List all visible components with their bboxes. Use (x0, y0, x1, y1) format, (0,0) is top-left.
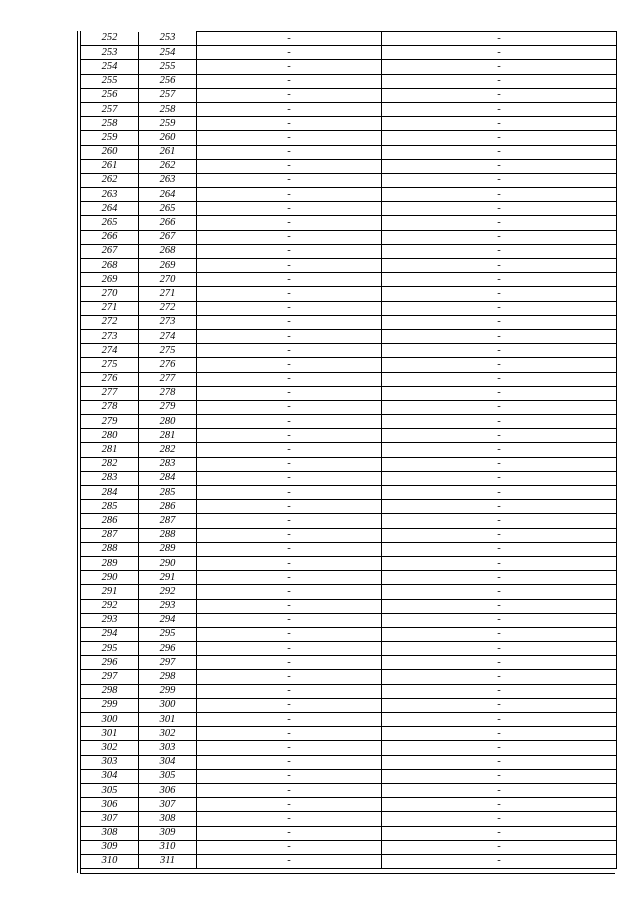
row-index-b: 299 (139, 684, 197, 698)
value-cell-d: - (382, 556, 617, 570)
value-cell-c: - (197, 315, 382, 329)
table-row (81, 613, 617, 627)
value-cell-d: - (382, 386, 617, 400)
row-index-b: 286 (139, 500, 197, 514)
table-row (81, 188, 617, 202)
value-cell-c: - (197, 727, 382, 741)
row-index-b: 306 (139, 783, 197, 797)
row-index-b: 301 (139, 713, 197, 727)
value-cell-d: - (382, 840, 617, 854)
row-index-a: 296 (81, 656, 139, 670)
table-row (81, 259, 617, 273)
value-cell-d: - (382, 358, 617, 372)
value-cell-d: - (382, 315, 617, 329)
value-cell-d: - (382, 145, 617, 159)
row-index-a: 255 (81, 74, 139, 88)
value-cell-c: - (197, 812, 382, 826)
table-row (81, 358, 617, 372)
value-cell-c: - (197, 514, 382, 528)
row-index-b: 282 (139, 443, 197, 457)
value-cell-d: - (382, 159, 617, 173)
value-cell-c: - (197, 329, 382, 343)
value-cell-c: - (197, 854, 382, 868)
table-body (81, 32, 617, 869)
value-cell-d: - (382, 684, 617, 698)
table-row (81, 145, 617, 159)
value-cell-d: - (382, 301, 617, 315)
value-cell-c: - (197, 613, 382, 627)
table-row (81, 713, 617, 727)
table-row (81, 854, 617, 868)
row-index-b: 261 (139, 145, 197, 159)
row-index-a: 302 (81, 741, 139, 755)
row-index-b: 280 (139, 415, 197, 429)
row-index-b: 266 (139, 216, 197, 230)
table-row (81, 131, 617, 145)
row-index-b: 254 (139, 46, 197, 60)
row-index-a: 278 (81, 400, 139, 414)
table-row (81, 571, 617, 585)
row-index-a: 290 (81, 571, 139, 585)
value-cell-d: - (382, 259, 617, 273)
value-cell-c: - (197, 769, 382, 783)
value-cell-c: - (197, 386, 382, 400)
table-row (81, 486, 617, 500)
table-row (81, 585, 617, 599)
row-index-b: 287 (139, 514, 197, 528)
value-cell-c: - (197, 429, 382, 443)
value-cell-c: - (197, 486, 382, 500)
value-cell-c: - (197, 443, 382, 457)
row-index-b: 303 (139, 741, 197, 755)
table-row (81, 400, 617, 414)
row-index-a: 287 (81, 528, 139, 542)
row-index-a: 269 (81, 273, 139, 287)
table-row (81, 88, 617, 102)
row-index-b: 255 (139, 60, 197, 74)
value-cell-d: - (382, 755, 617, 769)
row-index-b: 268 (139, 244, 197, 258)
row-index-a: 280 (81, 429, 139, 443)
value-cell-c: - (197, 244, 382, 258)
table-row (81, 727, 617, 741)
row-index-a: 258 (81, 117, 139, 131)
value-cell-d: - (382, 329, 617, 343)
value-cell-d: - (382, 443, 617, 457)
value-cell-c: - (197, 117, 382, 131)
row-index-a: 265 (81, 216, 139, 230)
value-cell-c: - (197, 102, 382, 116)
row-index-b: 269 (139, 259, 197, 273)
row-index-b: 290 (139, 556, 197, 570)
table-row (81, 599, 617, 613)
value-cell-c: - (197, 670, 382, 684)
value-cell-c: - (197, 188, 382, 202)
row-index-b: 275 (139, 344, 197, 358)
row-index-b: 265 (139, 202, 197, 216)
row-index-a: 254 (81, 60, 139, 74)
row-index-a: 277 (81, 386, 139, 400)
table-row (81, 556, 617, 570)
table-row (81, 60, 617, 74)
value-cell-d: - (382, 400, 617, 414)
row-index-a: 288 (81, 542, 139, 556)
value-cell-c: - (197, 642, 382, 656)
value-cell-d: - (382, 202, 617, 216)
document-sheet (80, 31, 615, 874)
value-cell-c: - (197, 273, 382, 287)
value-cell-d: - (382, 230, 617, 244)
row-index-b: 305 (139, 769, 197, 783)
row-index-a: 308 (81, 826, 139, 840)
row-index-b: 293 (139, 599, 197, 613)
data-table (81, 31, 617, 869)
value-cell-c: - (197, 656, 382, 670)
value-cell-c: - (197, 202, 382, 216)
row-index-b: 270 (139, 273, 197, 287)
table-row (81, 656, 617, 670)
row-index-b: 276 (139, 358, 197, 372)
row-index-a: 307 (81, 812, 139, 826)
row-index-a: 260 (81, 145, 139, 159)
table-row (81, 74, 617, 88)
table-row (81, 528, 617, 542)
value-cell-c: - (197, 74, 382, 88)
row-index-b: 298 (139, 670, 197, 684)
value-cell-d: - (382, 471, 617, 485)
table-row (81, 230, 617, 244)
row-index-a: 291 (81, 585, 139, 599)
row-index-a: 292 (81, 599, 139, 613)
row-index-a: 252 (81, 32, 139, 46)
row-index-b: 310 (139, 840, 197, 854)
table-row (81, 769, 617, 783)
value-cell-c: - (197, 46, 382, 60)
row-index-b: 300 (139, 698, 197, 712)
table-row (81, 500, 617, 514)
value-cell-d: - (382, 769, 617, 783)
row-index-b: 307 (139, 798, 197, 812)
row-index-a: 295 (81, 642, 139, 656)
value-cell-c: - (197, 528, 382, 542)
value-cell-d: - (382, 173, 617, 187)
value-cell-c: - (197, 457, 382, 471)
value-cell-c: - (197, 585, 382, 599)
row-index-a: 266 (81, 230, 139, 244)
table-row (81, 443, 617, 457)
value-cell-c: - (197, 173, 382, 187)
table-row (81, 429, 617, 443)
row-index-a: 285 (81, 500, 139, 514)
row-index-a: 257 (81, 102, 139, 116)
value-cell-c: - (197, 627, 382, 641)
value-cell-c: - (197, 500, 382, 514)
row-index-b: 259 (139, 117, 197, 131)
row-index-a: 300 (81, 713, 139, 727)
value-cell-d: - (382, 188, 617, 202)
value-cell-d: - (382, 670, 617, 684)
value-cell-d: - (382, 32, 617, 46)
value-cell-c: - (197, 415, 382, 429)
value-cell-c: - (197, 372, 382, 386)
table-row (81, 457, 617, 471)
table-row (81, 642, 617, 656)
value-cell-d: - (382, 287, 617, 301)
table-row (81, 684, 617, 698)
table-row (81, 627, 617, 641)
value-cell-d: - (382, 486, 617, 500)
row-index-a: 301 (81, 727, 139, 741)
row-index-b: 256 (139, 74, 197, 88)
value-cell-c: - (197, 713, 382, 727)
value-cell-d: - (382, 457, 617, 471)
value-cell-d: - (382, 812, 617, 826)
value-cell-c: - (197, 301, 382, 315)
value-cell-d: - (382, 372, 617, 386)
value-cell-c: - (197, 131, 382, 145)
row-index-b: 295 (139, 627, 197, 641)
table-row (81, 301, 617, 315)
value-cell-c: - (197, 798, 382, 812)
value-cell-c: - (197, 400, 382, 414)
table-row (81, 315, 617, 329)
table-row (81, 102, 617, 116)
row-index-a: 256 (81, 88, 139, 102)
row-index-b: 260 (139, 131, 197, 145)
value-cell-d: - (382, 117, 617, 131)
row-index-a: 262 (81, 173, 139, 187)
table-row (81, 32, 617, 46)
row-index-b: 294 (139, 613, 197, 627)
row-index-b: 253 (139, 32, 197, 46)
value-cell-c: - (197, 259, 382, 273)
value-cell-d: - (382, 783, 617, 797)
table-row (81, 840, 617, 854)
table-row (81, 372, 617, 386)
table-row (81, 471, 617, 485)
row-index-b: 309 (139, 826, 197, 840)
row-index-b: 289 (139, 542, 197, 556)
row-index-a: 259 (81, 131, 139, 145)
row-index-a: 289 (81, 556, 139, 570)
table-row (81, 329, 617, 343)
row-index-a: 282 (81, 457, 139, 471)
row-index-b: 308 (139, 812, 197, 826)
value-cell-c: - (197, 287, 382, 301)
row-index-b: 274 (139, 329, 197, 343)
value-cell-d: - (382, 826, 617, 840)
row-index-a: 286 (81, 514, 139, 528)
row-index-b: 257 (139, 88, 197, 102)
row-index-b: 264 (139, 188, 197, 202)
value-cell-c: - (197, 599, 382, 613)
row-index-b: 285 (139, 486, 197, 500)
row-index-a: 284 (81, 486, 139, 500)
row-index-b: 284 (139, 471, 197, 485)
row-index-a: 298 (81, 684, 139, 698)
value-cell-c: - (197, 471, 382, 485)
value-cell-c: - (197, 159, 382, 173)
row-index-b: 288 (139, 528, 197, 542)
table-row (81, 812, 617, 826)
row-index-b: 277 (139, 372, 197, 386)
value-cell-d: - (382, 244, 617, 258)
value-cell-d: - (382, 613, 617, 627)
row-index-a: 276 (81, 372, 139, 386)
value-cell-c: - (197, 230, 382, 244)
row-index-a: 274 (81, 344, 139, 358)
row-index-a: 304 (81, 769, 139, 783)
row-index-b: 281 (139, 429, 197, 443)
row-index-a: 261 (81, 159, 139, 173)
table-row (81, 273, 617, 287)
row-index-a: 253 (81, 46, 139, 60)
table-row (81, 117, 617, 131)
table-row (81, 173, 617, 187)
row-index-b: 271 (139, 287, 197, 301)
value-cell-c: - (197, 32, 382, 46)
row-index-b: 304 (139, 755, 197, 769)
row-index-a: 272 (81, 315, 139, 329)
value-cell-c: - (197, 741, 382, 755)
value-cell-d: - (382, 102, 617, 116)
row-index-b: 311 (139, 854, 197, 868)
table-row (81, 542, 617, 556)
value-cell-c: - (197, 556, 382, 570)
value-cell-d: - (382, 429, 617, 443)
row-index-b: 302 (139, 727, 197, 741)
value-cell-d: - (382, 514, 617, 528)
left-margin-rule (77, 31, 78, 873)
value-cell-d: - (382, 627, 617, 641)
row-index-b: 262 (139, 159, 197, 173)
row-index-a: 267 (81, 244, 139, 258)
value-cell-d: - (382, 571, 617, 585)
value-cell-d: - (382, 88, 617, 102)
value-cell-d: - (382, 599, 617, 613)
table-row (81, 244, 617, 258)
row-index-a: 263 (81, 188, 139, 202)
value-cell-c: - (197, 60, 382, 74)
table-row (81, 783, 617, 797)
value-cell-c: - (197, 840, 382, 854)
row-index-b: 292 (139, 585, 197, 599)
value-cell-c: - (197, 344, 382, 358)
value-cell-c: - (197, 542, 382, 556)
row-index-a: 293 (81, 613, 139, 627)
table-row (81, 216, 617, 230)
row-index-a: 268 (81, 259, 139, 273)
table-row (81, 386, 617, 400)
value-cell-d: - (382, 74, 617, 88)
value-cell-d: - (382, 60, 617, 74)
value-cell-d: - (382, 528, 617, 542)
table-row (81, 415, 617, 429)
value-cell-d: - (382, 727, 617, 741)
value-cell-d: - (382, 854, 617, 868)
value-cell-c: - (197, 216, 382, 230)
row-index-a: 309 (81, 840, 139, 854)
value-cell-d: - (382, 642, 617, 656)
value-cell-c: - (197, 826, 382, 840)
row-index-a: 283 (81, 471, 139, 485)
row-index-b: 296 (139, 642, 197, 656)
value-cell-d: - (382, 585, 617, 599)
value-cell-c: - (197, 783, 382, 797)
value-cell-c: - (197, 358, 382, 372)
value-cell-d: - (382, 344, 617, 358)
row-index-a: 303 (81, 755, 139, 769)
value-cell-d: - (382, 656, 617, 670)
value-cell-d: - (382, 741, 617, 755)
table-row (81, 798, 617, 812)
value-cell-c: - (197, 755, 382, 769)
table-row (81, 755, 617, 769)
value-cell-d: - (382, 500, 617, 514)
table-row (81, 698, 617, 712)
row-index-a: 264 (81, 202, 139, 216)
table-row (81, 46, 617, 60)
value-cell-d: - (382, 415, 617, 429)
value-cell-c: - (197, 684, 382, 698)
value-cell-d: - (382, 798, 617, 812)
row-index-b: 291 (139, 571, 197, 585)
table-row (81, 287, 617, 301)
row-index-a: 305 (81, 783, 139, 797)
row-index-a: 273 (81, 329, 139, 343)
value-cell-d: - (382, 216, 617, 230)
row-index-b: 267 (139, 230, 197, 244)
value-cell-d: - (382, 542, 617, 556)
table-row (81, 202, 617, 216)
table-row (81, 344, 617, 358)
row-index-a: 275 (81, 358, 139, 372)
table-row (81, 514, 617, 528)
value-cell-d: - (382, 698, 617, 712)
row-index-b: 273 (139, 315, 197, 329)
row-index-a: 281 (81, 443, 139, 457)
row-index-a: 297 (81, 670, 139, 684)
row-index-a: 270 (81, 287, 139, 301)
value-cell-c: - (197, 698, 382, 712)
row-index-b: 258 (139, 102, 197, 116)
value-cell-d: - (382, 131, 617, 145)
value-cell-c: - (197, 571, 382, 585)
row-index-b: 283 (139, 457, 197, 471)
row-index-a: 310 (81, 854, 139, 868)
table-row (81, 159, 617, 173)
row-index-a: 279 (81, 415, 139, 429)
row-index-b: 272 (139, 301, 197, 315)
row-index-a: 306 (81, 798, 139, 812)
table-row (81, 741, 617, 755)
table-row (81, 670, 617, 684)
value-cell-c: - (197, 88, 382, 102)
row-index-a: 271 (81, 301, 139, 315)
value-cell-d: - (382, 713, 617, 727)
table-row (81, 826, 617, 840)
row-index-b: 297 (139, 656, 197, 670)
value-cell-c: - (197, 145, 382, 159)
row-index-b: 278 (139, 386, 197, 400)
row-index-b: 263 (139, 173, 197, 187)
value-cell-d: - (382, 46, 617, 60)
row-index-a: 294 (81, 627, 139, 641)
value-cell-d: - (382, 273, 617, 287)
row-index-a: 299 (81, 698, 139, 712)
row-index-b: 279 (139, 400, 197, 414)
